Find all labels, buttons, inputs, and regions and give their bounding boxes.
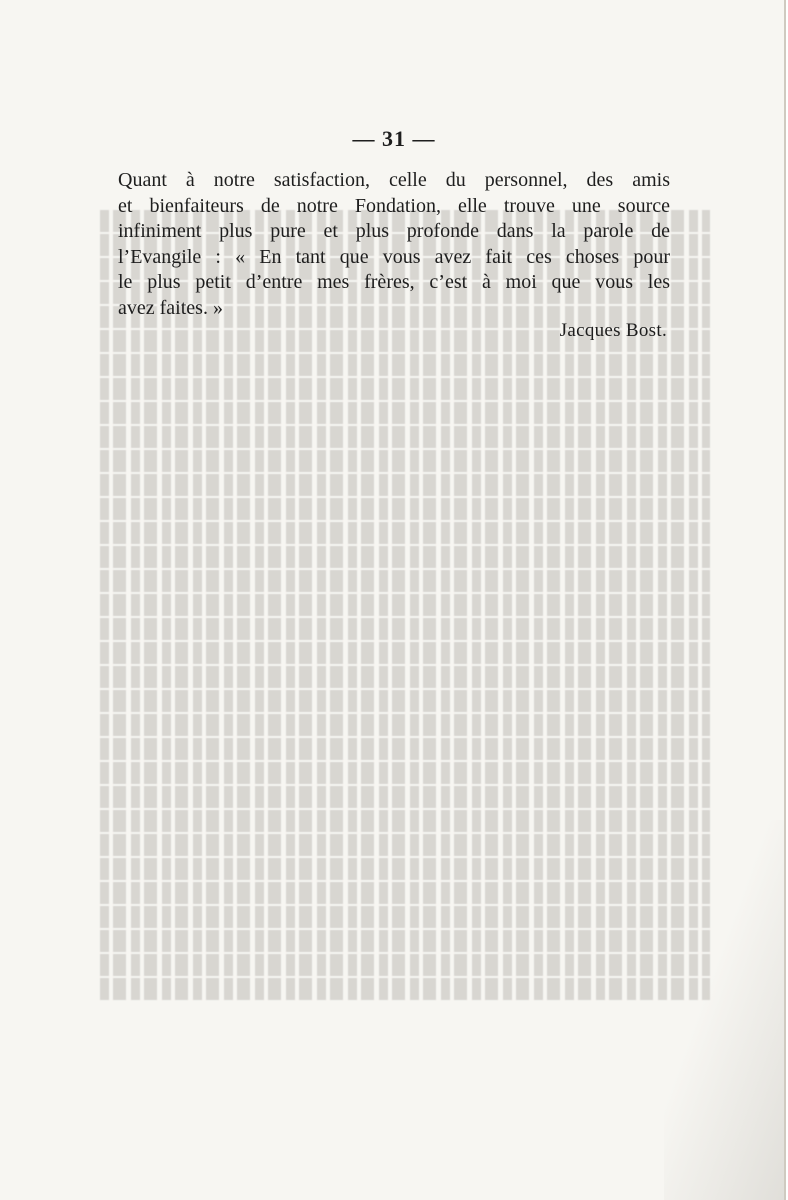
- paragraph-line: et bienfaiteurs de notre Fondation, elle trouve une source: [118, 194, 670, 217]
- paragraph-line: infiniment plus pure et plus profonde dans la parole de: [118, 220, 670, 242]
- paragraph-line: le plus petit d’entre mes frères, c’est à moi que vous les: [118, 271, 670, 293]
- paragraph-line: l’Evangile : « En tant que vous avez fait ces choses pour: [118, 245, 670, 268]
- signature: Jacques Bost.: [559, 320, 667, 341]
- paragraph-line: avez faites. »: [118, 296, 223, 319]
- page-number: — 31 —: [352, 126, 436, 151]
- body-paragraph: [118, 168, 670, 321]
- page-fold-shadow: [664, 820, 784, 1200]
- paragraph-line: Quant à notre satisfaction, celle du personnel, des amis: [118, 169, 670, 191]
